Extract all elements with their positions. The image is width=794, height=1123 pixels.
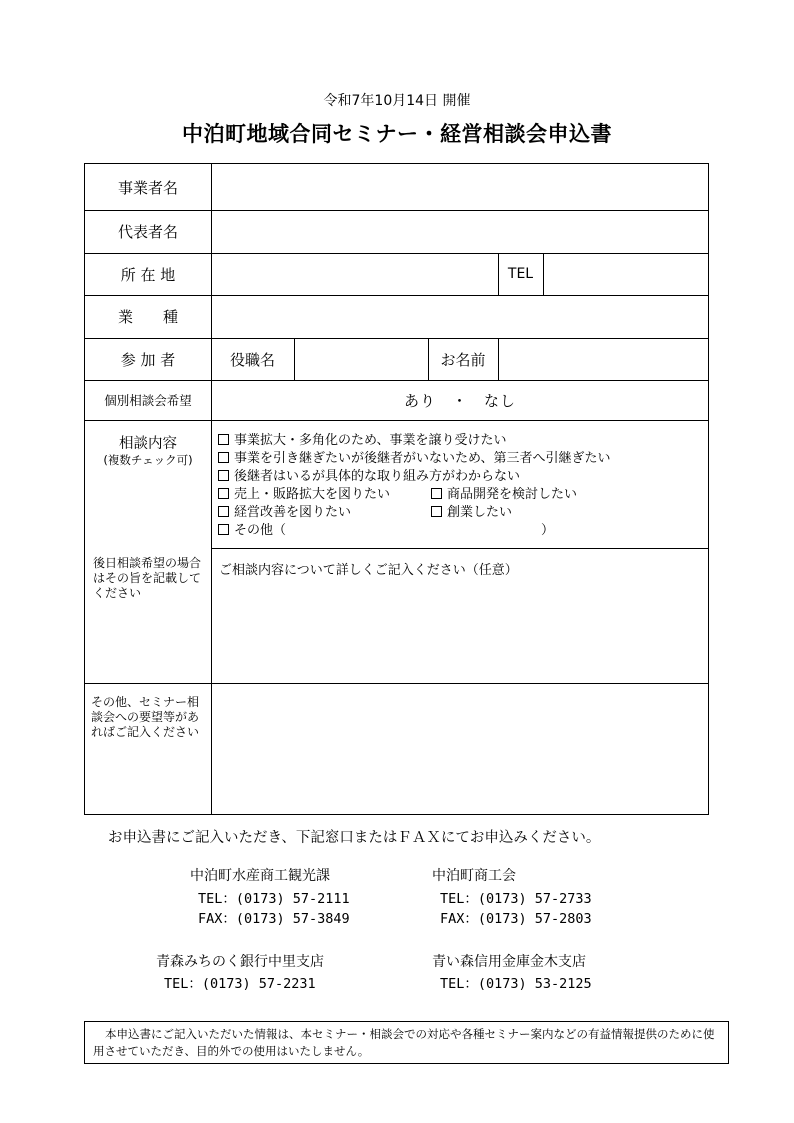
consult-option-other-close: ） xyxy=(541,523,555,538)
consult-option-7[interactable]: 創業したい xyxy=(431,501,512,520)
details-field[interactable] xyxy=(212,549,708,683)
other-requests-note: その他、セミナー相談会への要望等があればご記入ください xyxy=(91,695,200,739)
page-title: 中泊町地域合同セミナー・経営相談会申込書 xyxy=(182,122,612,146)
consult-content-sub: (複数チェック可) xyxy=(103,453,193,467)
checkbox-icon[interactable] xyxy=(218,506,229,517)
consult-option-4[interactable]: 売上・販路拡大を図りたい xyxy=(218,483,390,502)
tel-label: TEL xyxy=(507,266,534,282)
followup-note: 後日相談希望の場合はその旨を記載してください xyxy=(93,556,202,600)
contact-fax: FAX：(0173) 57-3849 xyxy=(198,911,350,927)
contact-tel: TEL：(0173) 53-2125 xyxy=(440,976,592,992)
consult-content-label: 相談内容 xyxy=(119,436,177,452)
position-label: 役職名 xyxy=(229,350,275,369)
individual-consult-label: 個別相談会希望 xyxy=(104,393,192,408)
representative-field[interactable] xyxy=(212,210,708,253)
contact-fax: FAX：(0173) 57-2803 xyxy=(440,911,592,927)
submission-instruction: お申込書にご記入いただき、下記窓口またはＦＡＸにてお申込みください。 xyxy=(108,830,601,846)
address-field[interactable] xyxy=(212,253,498,295)
industry-field[interactable] xyxy=(212,295,708,338)
details-placeholder: ご相談内容について詳しくご記入ください（任意） xyxy=(219,563,518,578)
checkbox-icon[interactable] xyxy=(218,434,229,445)
contact-tel: TEL：(0173) 57-2733 xyxy=(440,891,592,907)
row-divider xyxy=(85,420,708,421)
name-label: お名前 xyxy=(440,350,486,369)
individual-consult-options[interactable]: あり ・ なし xyxy=(403,391,516,410)
representative-label: 代表者名 xyxy=(117,223,178,241)
event-date: 令和7年10月14日 開催 xyxy=(323,93,471,109)
checkbox-icon[interactable] xyxy=(431,506,442,517)
consult-option-2[interactable]: 事業を引き継ぎたいが後継者がいないため、第三者へ引継ぎたい xyxy=(218,447,610,466)
contact-tel: TEL：(0173) 57-2231 xyxy=(164,976,316,992)
consult-option-5[interactable]: 商品開発を検討したい xyxy=(431,483,577,502)
address-label: 所 在 地 xyxy=(120,265,176,284)
name-field[interactable] xyxy=(499,338,708,380)
business-name-field[interactable] xyxy=(212,164,708,210)
contact-name: 青い森信用金庫金木支店 xyxy=(432,954,586,970)
privacy-notice: 本申込書にご記入いただいた情報は、本セミナー・相談会での対応や各種セミナー案内などの有益情報提供のために使用させていただき、目的外での使用はいたしません。 xyxy=(84,1021,729,1064)
contact-name: 中泊町商工会 xyxy=(432,868,516,884)
other-requests-field[interactable] xyxy=(212,684,708,814)
checkbox-icon[interactable] xyxy=(218,524,229,535)
industry-label: 業 種 xyxy=(117,308,178,326)
checkbox-icon[interactable] xyxy=(218,470,229,481)
contact-tel: TEL：(0173) 57-2111 xyxy=(198,891,350,907)
consult-option-other[interactable]: その他（ xyxy=(218,519,286,538)
contact-name: 青森みちのく銀行中里支店 xyxy=(156,954,324,970)
tel-field[interactable] xyxy=(544,253,708,295)
checkbox-icon[interactable] xyxy=(218,488,229,499)
consult-option-3[interactable]: 後継者はいるが具体的な取り組み方がわからない xyxy=(218,465,520,484)
consult-option-1[interactable]: 事業拡大・多角化のため、事業を譲り受けたい xyxy=(218,429,506,448)
checkbox-icon[interactable] xyxy=(218,452,229,463)
application-form xyxy=(84,163,709,815)
contact-name: 中泊町水産商工観光課 xyxy=(190,868,330,884)
position-field[interactable] xyxy=(295,338,428,380)
business-name-label: 事業者名 xyxy=(117,178,178,197)
checkbox-icon[interactable] xyxy=(431,488,442,499)
attendee-label: 参 加 者 xyxy=(120,350,176,369)
consult-option-6[interactable]: 経営改善を図りたい xyxy=(218,501,351,520)
